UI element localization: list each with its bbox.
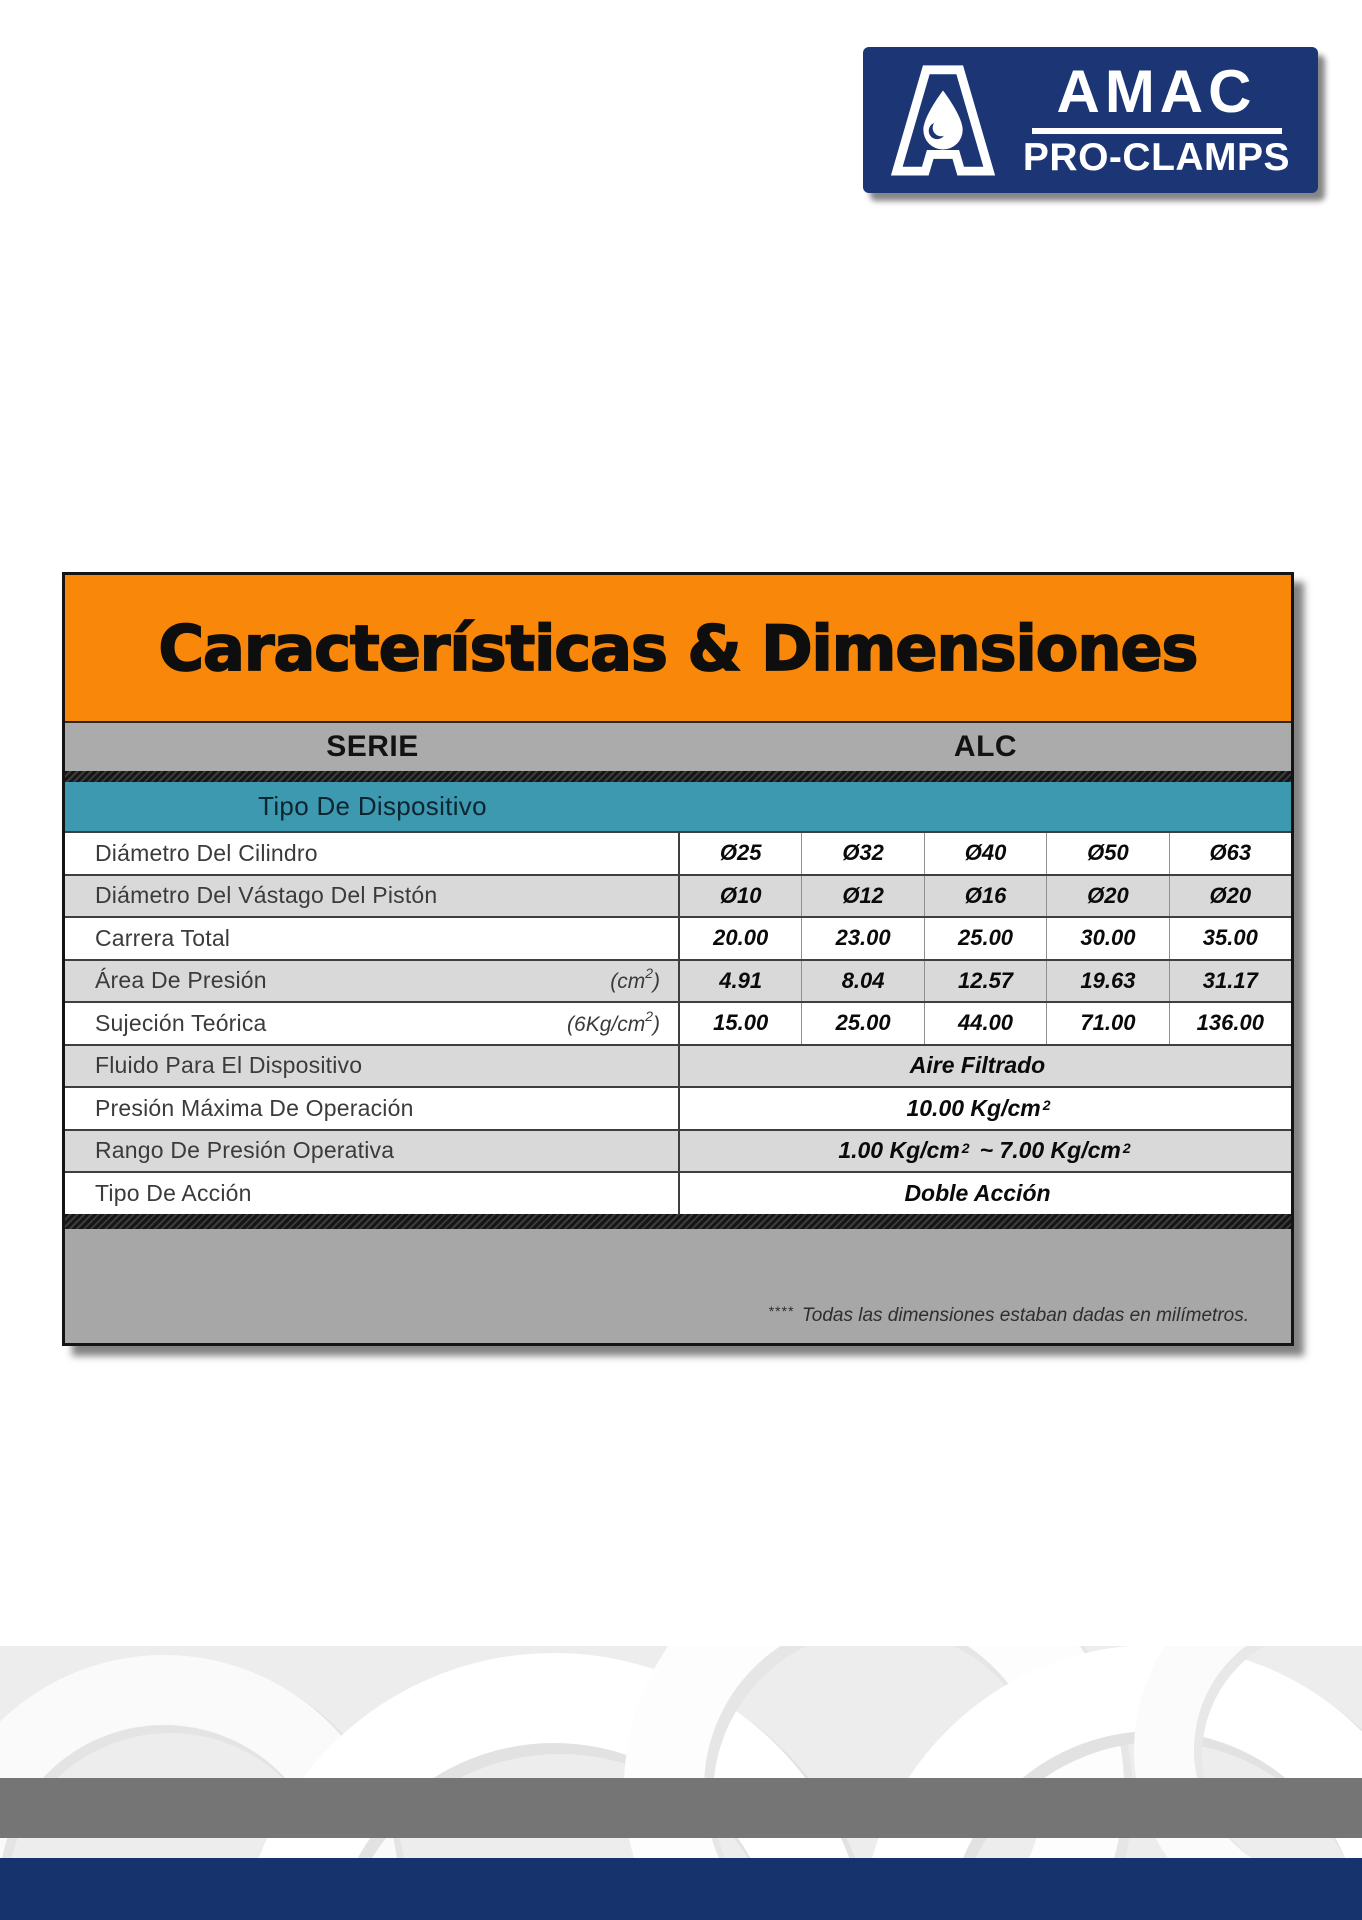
- logo-divider: [1032, 128, 1282, 134]
- table-row: [65, 1129, 1291, 1172]
- row-label: Fluido Para El Dispositivo: [95, 1052, 363, 1079]
- value-cell: 23.00: [801, 918, 923, 959]
- note-text: Todas las dimensiones estaban dadas en milímetros.: [801, 1304, 1249, 1326]
- serie-value: ALC: [953, 730, 1018, 763]
- brand-logo: [863, 47, 1318, 193]
- value-cell: 25.00: [924, 918, 1046, 959]
- row-label: Rango De Presión Operativa: [95, 1137, 395, 1164]
- table-row: [65, 1001, 1291, 1044]
- value-cell: 71.00: [1046, 1003, 1168, 1044]
- value-cell: Ø63: [1169, 833, 1291, 874]
- value-cell: Ø10: [719, 882, 762, 908]
- table-row: [65, 959, 1291, 1002]
- value-cell: 8.04: [801, 961, 923, 1002]
- value-cell: Ø50: [1046, 833, 1168, 874]
- logo-sub-name: PRO-CLAMPS: [1022, 135, 1291, 179]
- value-cell: Ø25: [719, 840, 762, 866]
- merged-value-cell: 10.00 Kg/cm $^2$: [906, 1094, 1051, 1121]
- value-cell: 19.63: [1046, 961, 1168, 1002]
- merged-value-cell: Aire Filtrado: [909, 1052, 1046, 1079]
- row-label: Diámetro Del Vástago Del Pistón: [95, 882, 438, 909]
- value-cell: 136.00: [1169, 1003, 1291, 1044]
- serie-row: [65, 721, 1291, 771]
- footer-navy-band: [0, 1858, 1362, 1920]
- value-cell: Ø20: [1169, 876, 1291, 917]
- merged-value-cell: Doble Acción: [904, 1179, 1051, 1206]
- note-stars: ****: [768, 1302, 794, 1319]
- serie-label: SERIE: [326, 730, 419, 763]
- value-cell: 12.57: [924, 961, 1046, 1002]
- separator-band: [65, 771, 1291, 782]
- value-cell: 31.17: [1169, 961, 1291, 1002]
- row-unit: $(cm^2)$: [610, 965, 660, 994]
- value-cell: 20.00: [713, 925, 769, 951]
- row-label: Tipo De Acción: [95, 1179, 252, 1206]
- table-row: [65, 916, 1291, 959]
- value-cell: Ø12: [801, 876, 923, 917]
- value-cell: Ø20: [1046, 876, 1168, 917]
- device-type-row: [65, 782, 1291, 831]
- table-row: [65, 1044, 1291, 1087]
- table-row: [65, 874, 1291, 917]
- table-row: [65, 831, 1291, 874]
- row-label: Área De Presión: [95, 967, 267, 994]
- table-header: [65, 575, 1291, 721]
- value-cell: 15.00: [713, 1010, 769, 1036]
- row-label: Carrera Total: [95, 924, 231, 951]
- logo-brand-name: AMAC: [1056, 58, 1257, 126]
- table-title: Características & Dimensiones: [158, 611, 1198, 685]
- value-cell: 30.00: [1046, 918, 1168, 959]
- row-unit: $(6Kg/cm^2)$: [567, 1007, 660, 1036]
- row-label: Presión Máxima De Operación: [95, 1094, 414, 1121]
- table-row: [65, 1171, 1291, 1214]
- spec-table: [62, 572, 1294, 1346]
- value-cell: Ø16: [924, 876, 1046, 917]
- table-footer: [65, 1229, 1291, 1343]
- value-cell: Ø32: [801, 833, 923, 874]
- value-cell: Ø40: [924, 833, 1046, 874]
- value-cell: 44.00: [924, 1003, 1046, 1044]
- value-cell: 4.91: [719, 967, 763, 993]
- footer-gray-band: [0, 1778, 1362, 1838]
- value-cell: 35.00: [1169, 918, 1291, 959]
- merged-value-cell: 1.00 Kg/cm $^2$ ~ 7.00 Kg/cm $^2$: [838, 1137, 1131, 1164]
- device-type-label: Tipo De Dispositivo: [258, 791, 487, 821]
- separator-band: [65, 1214, 1291, 1229]
- row-label: Diámetro Del Cilindro: [95, 839, 318, 866]
- amac-a-drop-icon: [881, 59, 1005, 181]
- logo-text: [1015, 58, 1298, 179]
- table-row: [65, 1086, 1291, 1129]
- row-label: Sujeción Teórica: [95, 1009, 267, 1036]
- value-cell: 25.00: [801, 1003, 923, 1044]
- dimensions-note: [768, 1302, 1249, 1327]
